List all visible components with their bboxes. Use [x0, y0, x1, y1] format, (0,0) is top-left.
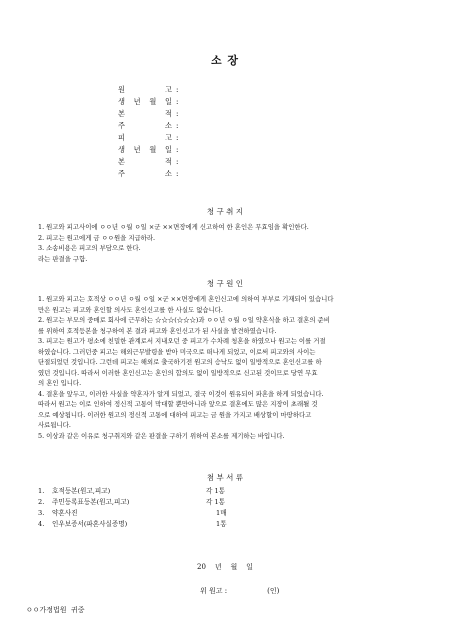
party-colon: : [176, 109, 179, 118]
cause-line: 만은 원고는 피고와 혼인할 의사도 혼인신고를 한 사실도 없습니다. [38, 305, 223, 314]
cause-line: 5. 이상과 같은 이유로 청구취지와 같은 판결을 구하기 위하여 본소를 제기하는 바입니다. [38, 431, 285, 440]
cause-item [38, 294, 334, 315]
claim-item: 3. 소송비용은 피고의 부담으로 한다. [38, 244, 141, 252]
cause-line: 였던 것입니다. 따라서 이러한 혼인신고는 혼인의 합의도 없이 일방적으로 신고된 것이므로 당연 무효 [38, 368, 318, 377]
claim-heading: 청 구 취 지 [206, 207, 244, 216]
cause-item [38, 315, 334, 336]
party-label: 주 소 [118, 169, 172, 178]
attachment-count: 각 1통 [206, 498, 226, 506]
party-label: 본 적 [118, 109, 172, 118]
party-label: 생 년 월 일 [118, 97, 172, 106]
date-line: 20 년 월 일 [197, 563, 253, 571]
attachment-name: 약혼사진 [52, 509, 78, 517]
cause-heading: 청 구 원 인 [206, 279, 244, 288]
attachments-list [38, 486, 278, 536]
attachment-name: 호적등본(원고,피고) [52, 487, 111, 495]
cause-list [38, 294, 334, 441]
attachment-count: 각 1통 [206, 487, 226, 495]
attachment-count: 1통 [216, 520, 227, 528]
party-colon: : [176, 97, 179, 106]
party-colon: : [176, 157, 179, 166]
attachment-number: 2. [38, 498, 45, 506]
cause-line: 3. 피고는 원고가 평소에 친밀한 관계로서 지내오던 중 피고가 수차례 청혼을 하였으나 원고는 이를 거절 [38, 337, 326, 345]
party-colon: : [176, 121, 179, 130]
claim-list [38, 222, 309, 264]
cause-line: 단절되었던 것입니다. 그런데 피고는 해외로 출국하기전 원고의 승낙도 없이 일방적으로 혼인신고를 하 [38, 358, 322, 366]
document-title: 소 장 [210, 54, 240, 67]
party-label: 피 고 [118, 133, 172, 142]
cause-line: 1. 원고와 피고는 호적상 ㅇㅇ년 ㅇ월 ㅇ일 ×군 ××면장에게 혼인신고에 의하여 부부로 기재되어 있습니다 [38, 295, 334, 303]
cause-line: 를 위하여 호적등본을 청구하여 본 결과 피고와 혼인신고가 된 사실을 발견하였습니다. [38, 326, 277, 335]
attachment-number: 3. [38, 509, 45, 517]
claim-item: 2. 피고는 원고에게 금 ㅇㅇ원을 지급하라. [38, 233, 156, 242]
party-label: 생 년 월 일 [118, 145, 172, 154]
cause-item [38, 389, 334, 431]
cause-item [38, 336, 334, 389]
cause-line: 2. 원고는 부모의 중매로 회사에 근무하는 ☆☆☆(☆☆☆)과 ㅇㅇ년 ㅇ월 ㅇ일 약혼식을 하고 결혼의 준비 [38, 316, 330, 324]
party-colon: : [176, 85, 179, 94]
attachments-heading: 첨 부 서 류 [206, 473, 244, 482]
cause-line: 4. 결혼을 앞두고, 이러한 사실을 약혼자가 알게 되었고, 결국 이것이 원유되어 파혼을 하게 되었습니다. [38, 389, 324, 398]
attachment-count: 1매 [216, 509, 227, 517]
party-block [118, 84, 238, 184]
cause-line: 으로 예상됩니다. 이러한 원고의 정신적 고통에 대하여 피고는 금 원을 가지고 배상할이 마땅하다고 [38, 410, 312, 419]
claim-closing: 라는 판결을 구함. [38, 254, 88, 263]
court-addressee: ㅇㅇ가정법원 귀중 [26, 606, 85, 614]
party-colon: : [176, 169, 179, 178]
claim-item: 1. 원고와 피고사이에 ㅇㅇ년 ㅇ월 ㅇ일 ×군 ××면장에게 신고하여 한 혼인은 무효임을 확인한다. [38, 223, 309, 231]
party-label: 주 소 [118, 121, 172, 130]
cause-line: 의 혼인 입니다. [38, 379, 82, 387]
cause-line: 사료됩니다. [38, 421, 71, 429]
attachment-number: 4. [38, 520, 45, 528]
cause-line: 따라서 원고는 이로 인하여 정신적 고통이 막대할 뿐만아니라 앞으로 결혼에도 많은 지장이 초래될 것 [38, 400, 318, 408]
signature-line: 위 원고 : (인) [200, 587, 280, 595]
party-label: 원 고 [118, 85, 172, 94]
party-colon: : [176, 133, 179, 142]
attachment-name: 주민등록표등본(원고,피고) [52, 498, 130, 506]
attachment-name: 인우보증서(파혼사실증명) [52, 520, 128, 528]
party-colon: : [176, 145, 179, 154]
party-label: 본 적 [118, 157, 172, 166]
cause-line: 하였습니다. 그러던중 피고는 해외근무발령을 받아 미국으로 떠나게 되었고, 이로써 피고와의 사이는 [38, 347, 316, 356]
cause-item [38, 431, 334, 442]
attachment-number: 1. [38, 487, 45, 495]
